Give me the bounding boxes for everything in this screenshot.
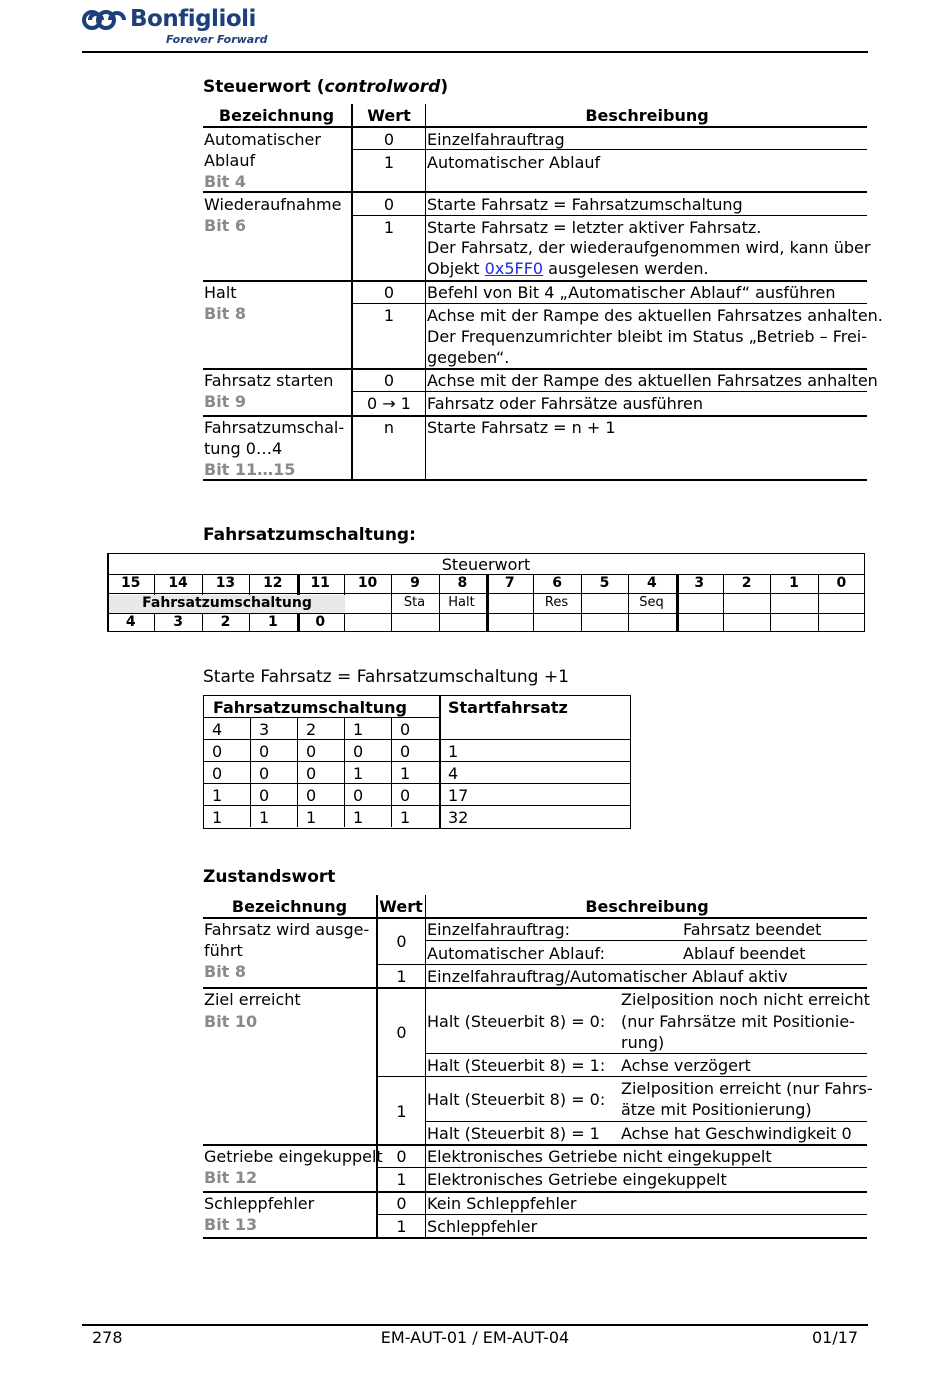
t3-bit-cell: 0 [259,786,270,805]
t3-col-line [344,783,345,805]
startfahrsatz-table [203,695,631,829]
r3-v0: 0 [383,283,395,302]
t3-row-line [203,739,631,740]
col-bezeichnung: Bezeichnung [218,106,335,125]
rule [203,415,867,417]
r2-d1c-pre: Objekt [427,259,485,278]
t3-left [203,695,204,829]
r3-name: Halt [204,283,237,302]
d-d0: Kein Schleppfehler [427,1194,577,1213]
z-col-beschreibung: Beschreibung [585,897,709,916]
rule [353,391,867,392]
label-sta: Sta [403,595,426,610]
bit-number: 4 [646,575,657,591]
t3-bit-cell: 0 [353,742,364,761]
rule [203,479,867,481]
r1-d0: Einzelfahrauftrag [427,130,565,149]
a-d1l: Automatischer Ablauf: [427,944,605,963]
a-name1: Fahrsatz wird ausge- [204,920,370,939]
c-d0: Elektronisches Getriebe nicht eingekuppelt [427,1147,772,1166]
vline [425,104,426,481]
t3-bit-cell: 0 [212,764,223,783]
a-v0: 0 [396,932,407,951]
d-v0: 0 [396,1194,407,1213]
bit-divider [581,574,582,632]
t3-col-line [297,783,298,805]
section-title-zustandswort: Zustandswort [203,867,336,887]
footer-rule [82,1324,868,1326]
t3-col-line [391,805,392,827]
b-d3r: Achse hat Geschwindigkeit 0 [621,1124,852,1143]
t3-col-line [391,717,392,739]
sub-bit-number: 2 [220,614,231,630]
t3-col-line [250,717,251,739]
rule [203,1144,867,1146]
grid-title: Steuerwort [441,555,531,574]
sub-bit-number: 1 [267,614,278,630]
rule [353,149,867,150]
t3-bit-cell: 0 [259,764,270,783]
a-d1r: Ablauf beendet [683,944,806,963]
bonfiglioli-logo-icon [82,8,126,32]
rule [353,303,867,304]
a-d2: Einzelfahrauftrag/Automatischer Ablauf aktiv [427,967,788,986]
bit-divider [770,574,771,632]
b-d0r3: rung) [621,1033,665,1052]
t3-row-line [203,717,439,718]
a-bit: Bit 8 [204,962,247,981]
rule [378,1167,867,1168]
t3-bit-cell: 0 [306,742,317,761]
b-d2r2: ätze mit Positionierung) [621,1100,812,1119]
r2-v0: 0 [383,195,395,214]
d-name: Schleppfehler [204,1194,315,1213]
t3-bit-cell: 0 [212,742,223,761]
d-bit: Bit 13 [204,1215,258,1234]
t3-col-line [297,761,298,783]
r5-v: n [383,418,395,437]
t3-bit-cell: 1 [353,808,364,827]
t3-col-line [344,761,345,783]
rule [378,1214,867,1215]
t3-bit-cell: 0 [400,786,411,805]
d-d1: Schleppfehler [427,1217,538,1236]
t3-col-line [391,783,392,805]
t3-right [630,695,631,829]
b-d0r2: (nur Fahrsätze mit Positionie- [621,1012,855,1031]
r2-v1: 1 [383,218,395,237]
a-name2: führt [204,941,243,960]
col-wert: Wert [367,106,411,125]
r1-v0: 0 [383,130,395,149]
r1-name1: Automatischer [204,130,321,149]
bit-number: 15 [120,575,141,591]
t3-bit-cell: 1 [212,808,223,827]
rule [426,940,867,941]
bit-number: 13 [215,575,236,591]
b-name: Ziel erreicht [204,990,301,1009]
bit-divider [818,574,819,632]
t3-start-cell: 4 [448,764,459,783]
rule [203,1191,867,1193]
rule [378,1076,867,1077]
t3-col-line [344,805,345,827]
a-d0l: Einzelfahrauftrag: [427,920,571,939]
bit-number: 11 [310,575,330,591]
t3-col-line [391,739,392,761]
r4-bit: Bit 9 [204,392,247,411]
r1-name2: Ablauf [204,151,256,170]
t3-col-line [297,739,298,761]
header-rule [82,51,868,53]
doc-date: 01/17 [812,1328,859,1347]
r3-d1c: gegeben“. [427,348,510,367]
section-title-starte-fahrsatz: Starte Fahrsatz = Fahrsatzumschaltung +1 [203,667,569,687]
r4-v0: 0 [383,371,395,390]
bit-number: 9 [410,575,420,591]
page-number: 278 [92,1328,123,1347]
t3-bit-cell: 0 [353,786,364,805]
sub-bit-number: 3 [173,614,183,630]
t3-bit-cell: 1 [259,808,270,827]
t3-bit-cell: 0 [306,764,317,783]
title-italic: controlword [324,77,441,97]
c-d1: Elektronisches Getriebe eingekuppelt [427,1170,727,1189]
sub-bit-number: 0 [315,614,326,630]
r3-d0: Befehl von Bit 4 „Automatischer Ablauf“ ausführen [427,283,836,302]
r1-d1: Automatischer Ablauf [427,153,601,172]
t3-bit-cell: 1 [306,808,317,827]
t3-col-line [344,717,345,739]
a-d0r: Fahrsatz beendet [683,920,822,939]
a-v1: 1 [396,967,407,986]
t3-start-cell: 32 [448,808,469,827]
r1-v1: 1 [383,153,395,172]
bit-divider [723,574,724,632]
b-d1r: Achse verzögert [621,1056,751,1075]
b-v1: 1 [396,1102,407,1121]
t3-bit-cell: 1 [400,764,411,783]
t3-bit-cell: 0 [259,742,270,761]
t3-bit-cell: 3 [259,720,270,739]
t3-row-line [203,761,631,762]
bit-number: 5 [599,575,610,591]
rule [378,964,867,965]
bit-number: 12 [263,575,283,591]
t3-col1: Fahrsatzumschaltung [213,698,407,717]
object-link[interactable]: 0x5FF0 [484,259,544,278]
grid-top [107,553,865,554]
r5-bit: Bit 11…15 [204,460,296,479]
t3-bit-cell: 0 [306,786,317,805]
r4-d1: Fahrsatz oder Fahrsätze ausführen [427,394,704,413]
b-bit: Bit 10 [204,1012,258,1031]
r5-name2: tung 0…4 [204,439,283,458]
z-col-bezeichnung: Bezeichnung [231,897,348,916]
rule [203,987,867,989]
b-d2l: Halt (Steuerbit 8) = 0: [427,1090,606,1109]
t3-row-line [203,805,631,806]
rule [353,215,867,216]
t3-start-cell: 17 [448,786,469,805]
t3-col-line [297,717,298,739]
t3-divider [439,695,441,829]
t3-col-line [344,739,345,761]
t3-bit-cell: 2 [306,720,317,739]
bit-number: 0 [836,575,847,591]
r2-d1c-post: ausgelesen werden. [543,259,709,278]
rule [426,1121,867,1122]
rule [426,1053,867,1054]
r3-d1b: Der Frequenzumrichter bleibt im Status „Betrieb – Frei- [427,327,868,346]
r2-d1c [427,259,709,278]
r4-name: Fahrsatz starten [204,371,334,390]
r3-bit: Bit 8 [204,304,247,323]
bit-divider [676,574,679,632]
rule [203,1237,867,1239]
bit-number: 1 [789,575,799,591]
c-v0: 0 [396,1147,407,1166]
rule [203,280,867,282]
t3-bottom [203,828,631,829]
r3-v1: 1 [383,306,395,325]
title-prefix: Steuerwort ( [203,77,325,97]
rule [203,917,867,919]
rule [203,368,867,370]
t3-top [203,695,631,696]
t3-col-line [250,739,251,761]
t3-bit-cell: 0 [400,720,411,739]
b-d3l: Halt (Steuerbit 8) = 1 [427,1124,600,1143]
rule [203,126,867,128]
bit-number: 14 [168,575,188,591]
vline [425,895,426,1238]
t3-row-line [203,783,631,784]
t3-bit-cell: 1 [212,786,223,805]
label-halt: Halt [448,595,475,610]
c-bit: Bit 12 [204,1168,258,1187]
r4-d0: Achse mit der Rampe des aktuellen Fahrsatzes anhalten [427,371,878,390]
b-d2r1: Zielposition erreicht (nur Fahrs- [621,1079,873,1098]
t3-col-line [250,761,251,783]
label-seq: Seq [639,595,664,610]
section-title-fahrsatzumschaltung: Fahrsatzumschaltung: [203,525,416,545]
r5-d: Starte Fahrsatz = n + 1 [427,418,616,437]
t3-col-line [391,761,392,783]
bit-number: 2 [741,575,752,591]
col-beschreibung: Beschreibung [585,106,709,125]
bit-number: 8 [457,575,468,591]
bit-divider [486,574,489,632]
b-d0r1: Zielposition noch nicht erreicht [621,990,870,1009]
brand-tagline: Forever Forward [166,33,268,46]
b-v0: 0 [396,1023,407,1042]
section-title-steuerwort [203,77,448,97]
bit-number: 10 [357,575,378,591]
label-res: Res [544,595,569,610]
bit-number: 7 [504,575,515,591]
t3-bit-cell: 1 [353,764,364,783]
t3-bit-cell: 0 [400,742,411,761]
doc-id: EM-AUT-01 / EM-AUT-04 [380,1328,570,1347]
r3-d1a: Achse mit der Rampe des aktuellen Fahrsatzes anhalten. [427,306,883,325]
r2-bit: Bit 6 [204,216,247,235]
t3-start-cell: 1 [448,742,459,761]
r2-d1a: Starte Fahrsatz = letzter aktiver Fahrsatz. [427,218,762,237]
r2-d1b: Der Fahrsatz, der wiederaufgenommen wird, kann über [427,238,871,257]
r1-bit: Bit 4 [204,172,247,191]
t3-col-line [250,783,251,805]
rule [203,191,867,193]
c-name: Getriebe eingekuppelt [204,1147,383,1166]
r2-d0: Starte Fahrsatz = Fahrsatzumschaltung [427,195,743,214]
b-d1l: Halt (Steuerbit 8) = 1: [427,1056,606,1075]
bit-number: 3 [694,575,705,591]
c-v1: 1 [396,1170,407,1189]
d-v1: 1 [396,1217,407,1236]
t3-bit-cell: 1 [400,808,411,827]
t3-col-line [250,805,251,827]
r2-name: Wiederaufnahme [204,195,342,214]
t3-bit-cell: 4 [212,720,223,739]
z-col-wert: Wert [379,897,423,916]
brand-name: Bonfiglioli [130,6,256,32]
sub-bit-number: 4 [125,614,136,630]
steuerwort-bit-grid [107,553,865,632]
r4-v1: 0 → 1 [367,394,411,413]
group-label: Fahrsatzumschaltung [109,595,345,613]
title-suffix: ) [440,77,449,97]
b-d0l: Halt (Steuerbit 8) = 0: [427,1012,606,1031]
t3-col-line [297,805,298,827]
bit-number: 6 [552,575,562,591]
t3-col2: Startfahrsatz [448,698,568,717]
r5-name1: Fahrsatzumschal- [204,418,345,437]
t3-bit-cell: 1 [353,720,364,739]
